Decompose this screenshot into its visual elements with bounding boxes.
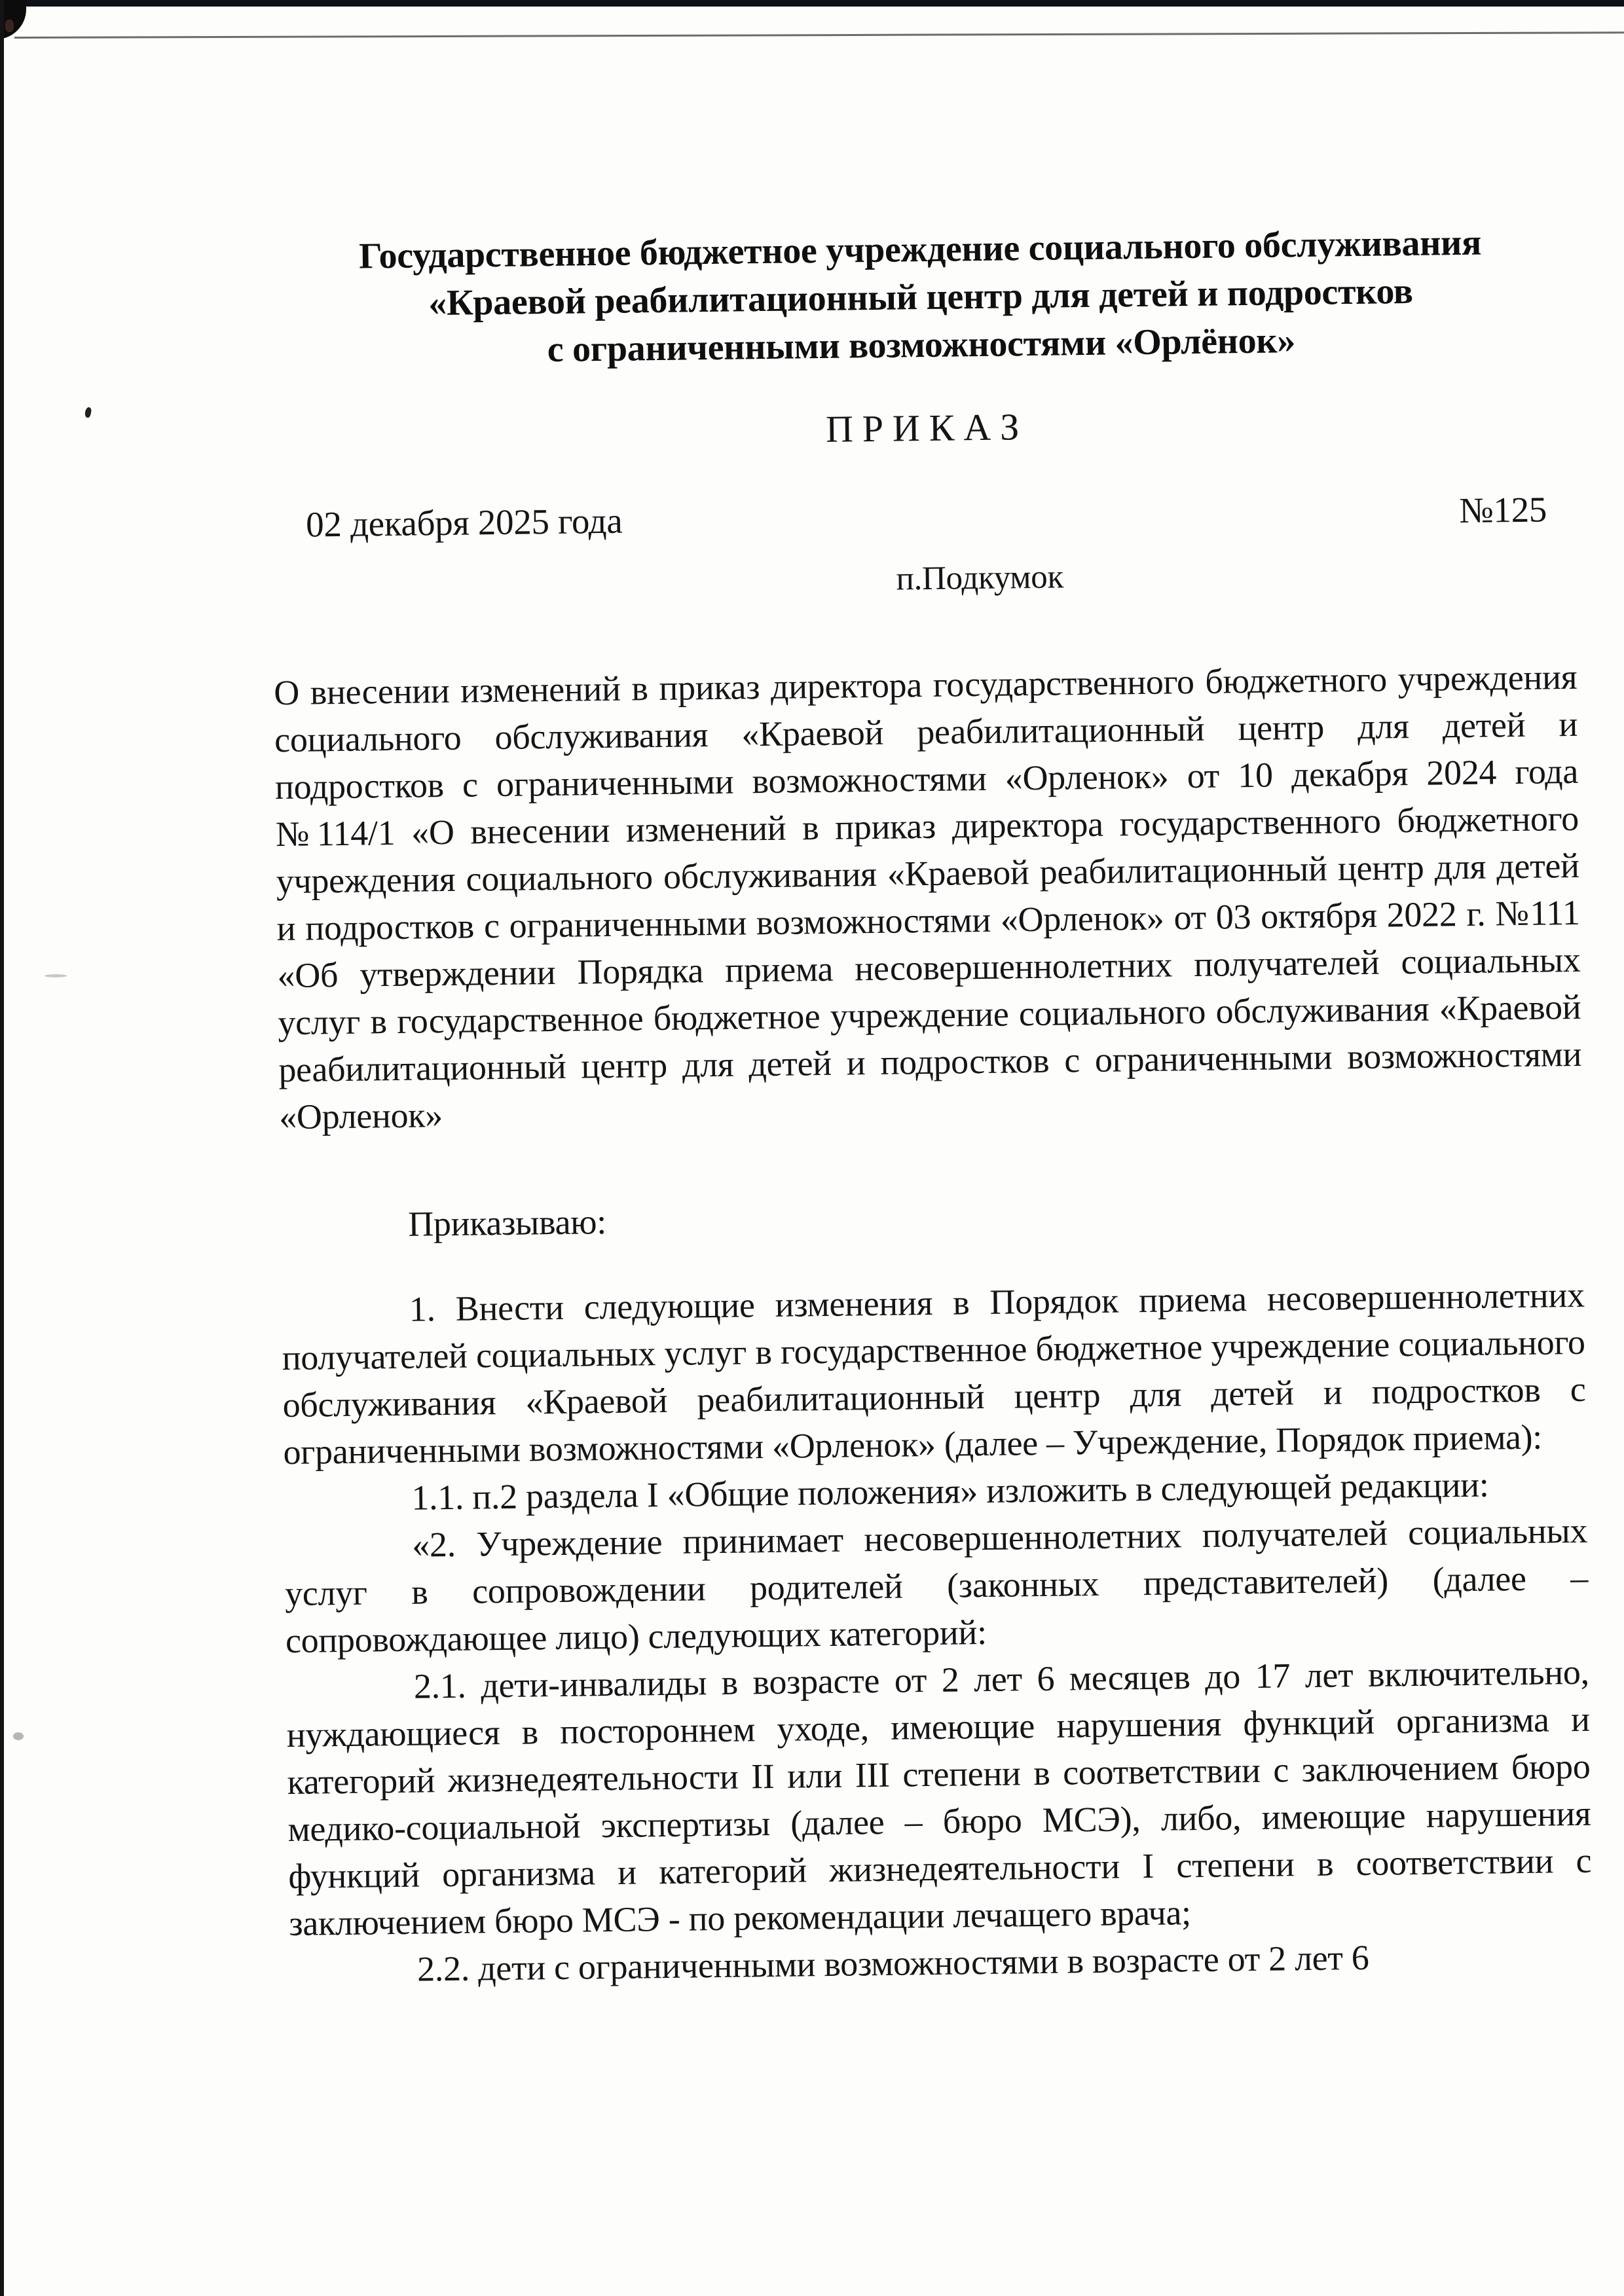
org-name-line-1: Государственное бюджетное учреждение социального обслуживания (358, 222, 1482, 277)
paragraph-item-2-quoted: «2. Учреждение принимает несовершеннолетних получателей социальных услуг в сопровождении родителей (законных представителей) (далее – сопровождающее лицо) следующих категорий: (284, 1510, 1589, 1661)
scan-speck (84, 407, 92, 418)
paragraph-item-1: 1. Внести следующие изменения в Порядок приема несовершеннолетних получателей социальных услуг в государственное бюджетное учреждение социального обслуживания «Краевой реабилитационный центр для детей и подростков с ограниченными возможностями «Орленок» (далее – Учреждение, Порядок приема): (282, 1275, 1586, 1472)
document-content (266, 0, 1593, 1994)
scan-smudge (45, 974, 67, 977)
document-type-heading: П Р И К А З (825, 405, 1020, 450)
organization-name (268, 218, 1574, 377)
order-subject-paragraph: О внесении изменений в приказ директора государственного бюджетного учреждения социального обслуживания «Краевой реабилитационный центр для детей и подростков с ограниченными возможностями «Орленок» от 10 декабря 2024 года №114/1 «О внесении изменений в приказ директора государственного бюджетного учреждения социального обслуживания «Краевой реабилитационный центр для детей и подростков с ограниченными возможностями «Орленок» от 03 октября 2022 г. №111 «Об утверждении Порядка приема несовершеннолетних получателей социальных услуг в государственное бюджетное учреждение социального обслуживания «Краевой реабилитационный центр для детей и подростков с ограниченными возможностями «Орленок» (273, 657, 1582, 1137)
scan-corner-shadow (0, 0, 26, 39)
org-name-line-2: «Краевой реабилитационный центр для детей и подростков (428, 270, 1414, 324)
order-date: 02 декабря 2025 года (305, 500, 623, 545)
order-number: №125 (1458, 489, 1547, 531)
paragraph-item-2-1: 2.1. дети-инвалиды в возрасте от 2 лет 6 месяцев до 17 лет включительно, нуждающиеся в постороннем уходе, имеющие нарушения функций организма и категорий жизнедеятельности II или III степени в соответствии с заключением бюро медико-социальной экспертизы (далее – бюро МСЭ), либо, имеющие нарушения функций организма и категорий жизнедеятельности I степени в соответствии с заключением бюро МСЭ - по рекомендации лечащего врача; (286, 1652, 1592, 1944)
place-name: п.Подкумок (896, 558, 1064, 598)
scan-speck (5, 20, 14, 32)
paragraph-item-1-1: 1.1. п.2 раздела I «Общие положения» изложить в следующей редакции: (411, 1465, 1489, 1518)
command-word: Приказываю: (407, 1202, 607, 1244)
org-name-line-3: с ограниченными возможностями «Орлёнок» (547, 320, 1296, 371)
scan-smudge (13, 1732, 24, 1740)
scan-left-edge (0, 0, 4, 2296)
date-number-row (272, 486, 1576, 549)
paragraph-item-2-2: 2.2. дети с ограниченными возможностями в возрасте от 2 лет 6 (416, 1937, 1369, 1989)
